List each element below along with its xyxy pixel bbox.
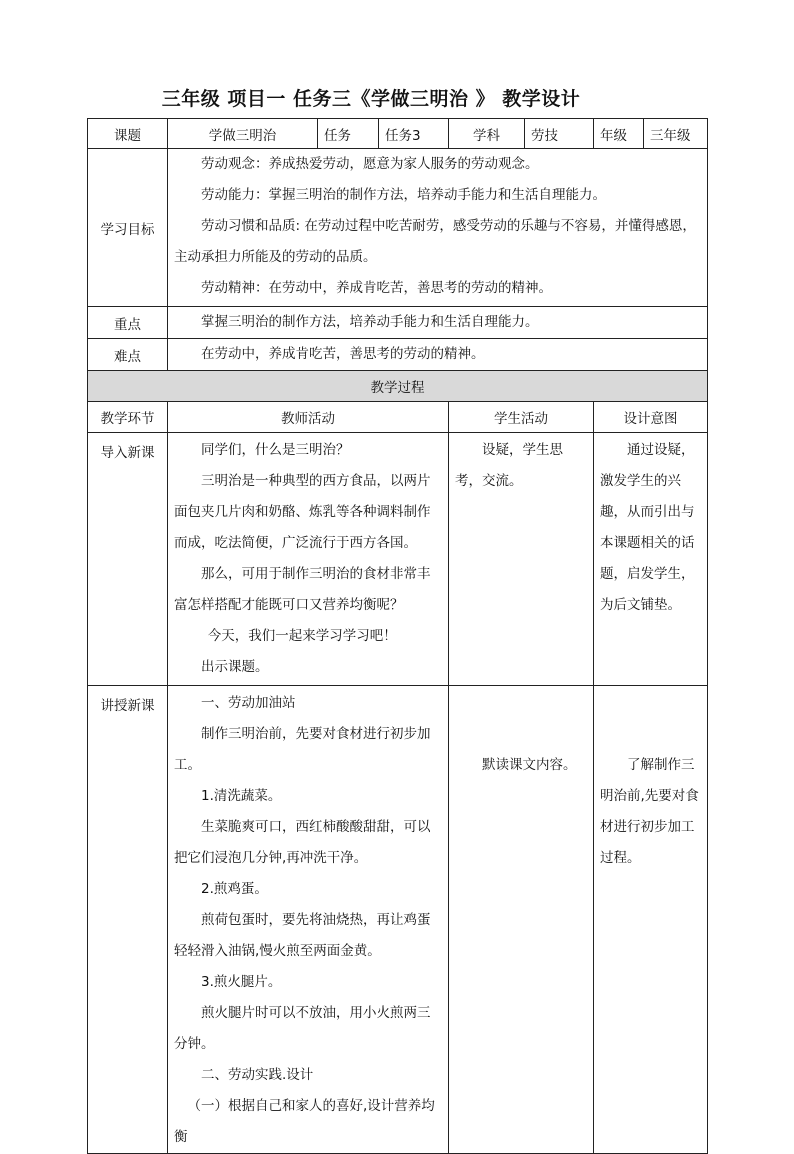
teacher-paragraph: 今天，我们一起来学习学习吧！	[207, 628, 397, 644]
key-point-text: 掌握三明治的制作方法，培养动手能力和生活自理能力。	[201, 314, 539, 330]
goal-item: 劳动观念：养成热爱劳动，愿意为家人服务的劳动观念。	[201, 156, 539, 172]
student-activity	[449, 433, 594, 686]
process-title: 教学过程	[88, 371, 708, 402]
stage-label: 讲授新课	[88, 686, 168, 1154]
section-new-lesson-row	[88, 686, 708, 1154]
teacher-paragraph: 一、劳动加油站	[201, 695, 296, 711]
teacher-paragraph: 生菜脆爽可口，西红柿酸酸甜甜，可以把它们浸泡几分钟,再冲洗干净。	[174, 819, 431, 866]
difficulty-label: 难点	[88, 339, 168, 371]
goals-row	[88, 149, 708, 307]
section-intro-row	[88, 433, 708, 686]
teacher-paragraph: 二、劳动实践.设计	[201, 1067, 314, 1083]
grade-label: 年级	[594, 119, 644, 149]
intent-text: 了解制作三明治前,先要对食材进行初步加工过程。	[600, 757, 699, 866]
col-teacher: 教师活动	[168, 402, 449, 433]
student-text: 默读课文内容。	[482, 757, 577, 773]
teacher-activity	[168, 686, 449, 1154]
process-band-row	[88, 371, 708, 402]
lesson-plan-table	[87, 118, 708, 1154]
teacher-paragraph: 煎火腿片时可以不放油，用小火煎两三分钟。	[174, 1005, 431, 1052]
task-label: 任务	[318, 119, 379, 149]
topic-label: 课题	[88, 119, 168, 149]
goal-item: 劳动能力：掌握三明治的制作方法，培养动手能力和生活自理能力。	[201, 187, 606, 203]
goal-item: 劳动精神：在劳动中，养成肯吃苦，善思考的劳动的精神。	[201, 280, 552, 296]
student-text: 设疑，学生思考，交流。	[455, 442, 563, 489]
goals-cell	[168, 149, 708, 307]
goals-label: 学习目标	[88, 149, 168, 307]
col-intent: 设计意图	[594, 402, 708, 433]
teacher-paragraph: 煎荷包蛋时，要先将油烧热，再让鸡蛋轻轻滑入油锅,慢火煎至两面金黄。	[174, 912, 431, 959]
design-intent	[594, 686, 708, 1154]
difficulty-row	[88, 339, 708, 371]
teacher-activity	[168, 433, 449, 686]
column-header-row	[88, 402, 708, 433]
subject-value: 劳技	[525, 119, 594, 149]
goal-item: 劳动习惯和品质: 在劳动过程中吃苦耐劳，感受劳动的乐趣与不容易，并懂得感恩，主动承担力所能及的劳动的品质。	[174, 218, 696, 265]
design-intent	[594, 433, 708, 686]
grade-value: 三年级	[644, 119, 708, 149]
col-stage: 教学环节	[88, 402, 168, 433]
teacher-paragraph: 那么，可用于制作三明治的食材非常丰富怎样搭配才能既可口又营养均衡呢？	[174, 566, 431, 613]
teacher-paragraph: 出示课题。	[201, 659, 269, 675]
teacher-paragraph: 3.煎火腿片。	[201, 974, 282, 990]
key-point-label: 重点	[88, 307, 168, 339]
teacher-paragraph: 同学们，什么是三明治？	[201, 442, 350, 458]
header-row	[88, 119, 708, 149]
topic-value: 学做三明治	[168, 119, 318, 149]
stage-label: 导入新课	[88, 433, 168, 686]
intent-text: 通过设疑，激发学生的兴趣，从而引出与本课题相关的话题，启发学生，为后文铺垫。	[600, 442, 695, 613]
task-value: 任务3	[379, 119, 449, 149]
subject-label: 学科	[449, 119, 525, 149]
teacher-paragraph: 三明治是一种典型的西方食品，以两片面包夹几片肉和奶酪、炼乳等各种调料制作而成，吃法简便，广泛流行于西方各国。	[174, 473, 431, 551]
key-point-row	[88, 307, 708, 339]
student-activity	[449, 686, 594, 1154]
teacher-paragraph: 制作三明治前，先要对食材进行初步加工。	[174, 726, 431, 773]
teacher-paragraph: （一）根据自己和家人的喜好,设计营养均衡	[174, 1098, 435, 1145]
teacher-paragraph: 1.清洗蔬菜。	[201, 788, 282, 804]
document-title: 三年级 项目一 任务三《学做三明治 》 教学设计	[161, 88, 581, 110]
difficulty-text: 在劳动中，养成肯吃苦，善思考的劳动的精神。	[201, 346, 485, 362]
col-student: 学生活动	[449, 402, 594, 433]
teacher-paragraph: 2.煎鸡蛋。	[201, 881, 268, 897]
